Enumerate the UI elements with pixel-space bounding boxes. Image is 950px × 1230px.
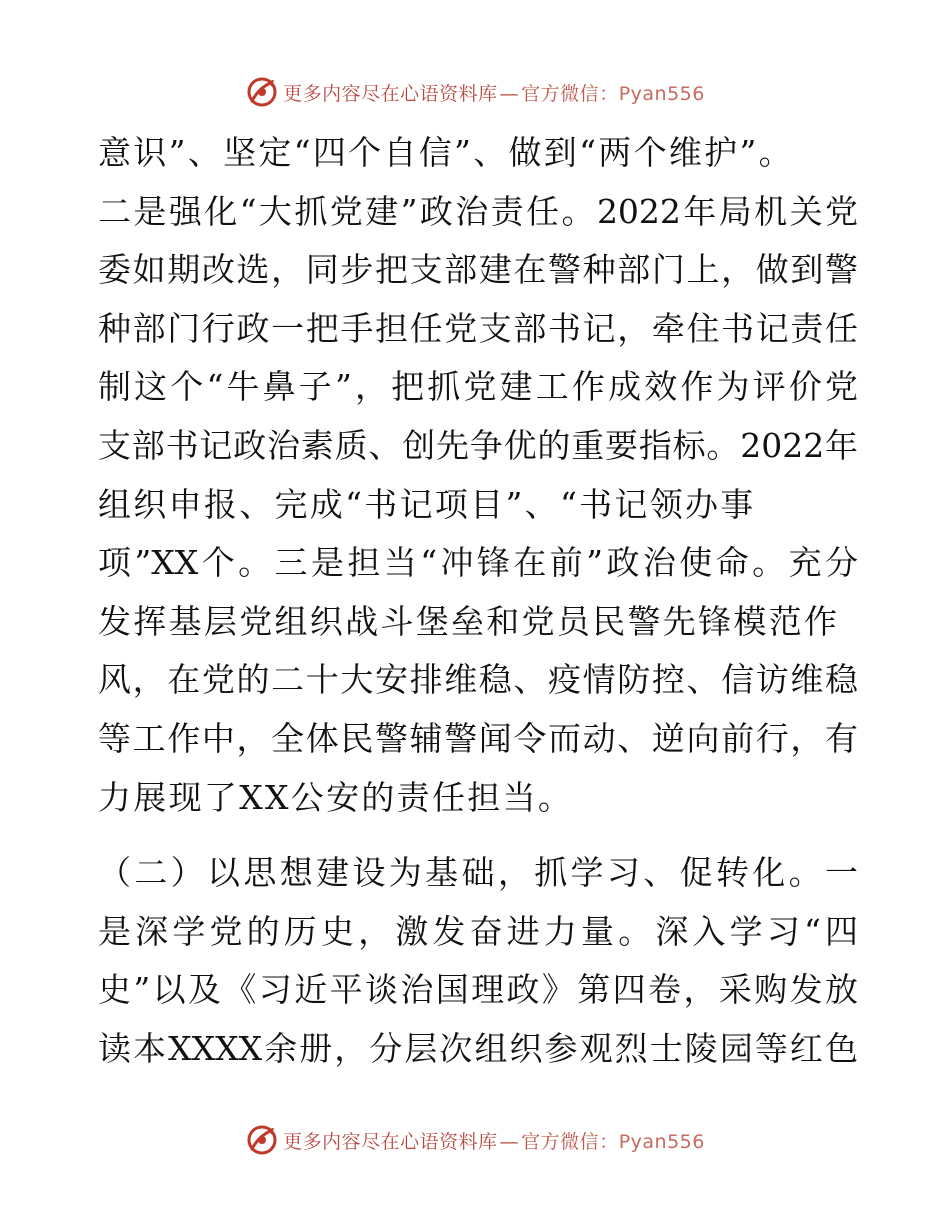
watermark-text [283, 79, 705, 106]
paragraph-spacer [98, 827, 858, 844]
text-line: 史”以及《习近平谈治国理政》第四卷，采购发放 [98, 970, 858, 1010]
text-line: 委如期改选，同步把支部建在警种部门上，做到警 [98, 250, 858, 290]
text-line: 项”XX个。三是担当“冲锋在前”政治使命。充分 [98, 543, 858, 583]
text-line: 风，在党的二十大安排维稳、疫情防控、信访维稳 [98, 660, 858, 700]
text-line: 力展现了XX公安的责任担当。 [98, 777, 574, 817]
text-line: 制这个“牛鼻子”，把抓党建工作成效作为评价党 [98, 367, 858, 407]
text-line: 读本XXXX余册，分层次组织参观烈士陵园等红色 [98, 1028, 858, 1068]
footer-watermark [0, 1120, 950, 1160]
paragraph-2 [98, 844, 858, 1078]
text-line: 种部门行政一把手担任党支部书记，牵住书记责任 [98, 308, 858, 348]
document-body [98, 124, 858, 1079]
watermark-wechat-id: Pyan556 [618, 82, 705, 105]
watermark-site-name: 更多内容尽在心语资料库 [283, 82, 498, 105]
text-line: 发挥基层党组织战斗堡垒和党员民警先锋模范作 [98, 601, 840, 641]
brand-logo-icon [245, 75, 279, 109]
watermark-text [283, 1127, 705, 1154]
text-line: 组织申报、完成“书记项目”、“书记领办事 [98, 484, 756, 524]
watermark-wechat-label: 官方微信： [521, 1130, 619, 1153]
header-watermark [0, 72, 950, 112]
watermark-site-name: 更多内容尽在心语资料库 [283, 1130, 498, 1153]
watermark-wechat-id: Pyan556 [618, 1130, 705, 1153]
text-line: 意识”、坚定“四个自信”、做到“两个维护”。 [98, 133, 794, 172]
text-line: 二是强化“大抓党建”政治责任。2022年局机关党 [98, 191, 858, 231]
watermark-wechat-label: 官方微信： [521, 82, 619, 105]
text-line: （二）以思想建设为基础，抓学习、促转化。一 [98, 853, 858, 893]
brand-logo-icon [245, 1123, 279, 1157]
watermark-dash: — [499, 82, 520, 105]
text-line: 等工作中，全体民警辅警闻令而动、逆向前行，有 [98, 718, 858, 758]
paragraph-1 [98, 124, 858, 827]
watermark-dash: — [499, 1130, 520, 1153]
text-line: 支部书记政治素质、创先争优的重要指标。2022年 [98, 425, 858, 465]
text-line: 是深学党的历史，激发奋进力量。深入学习“四 [98, 911, 858, 951]
